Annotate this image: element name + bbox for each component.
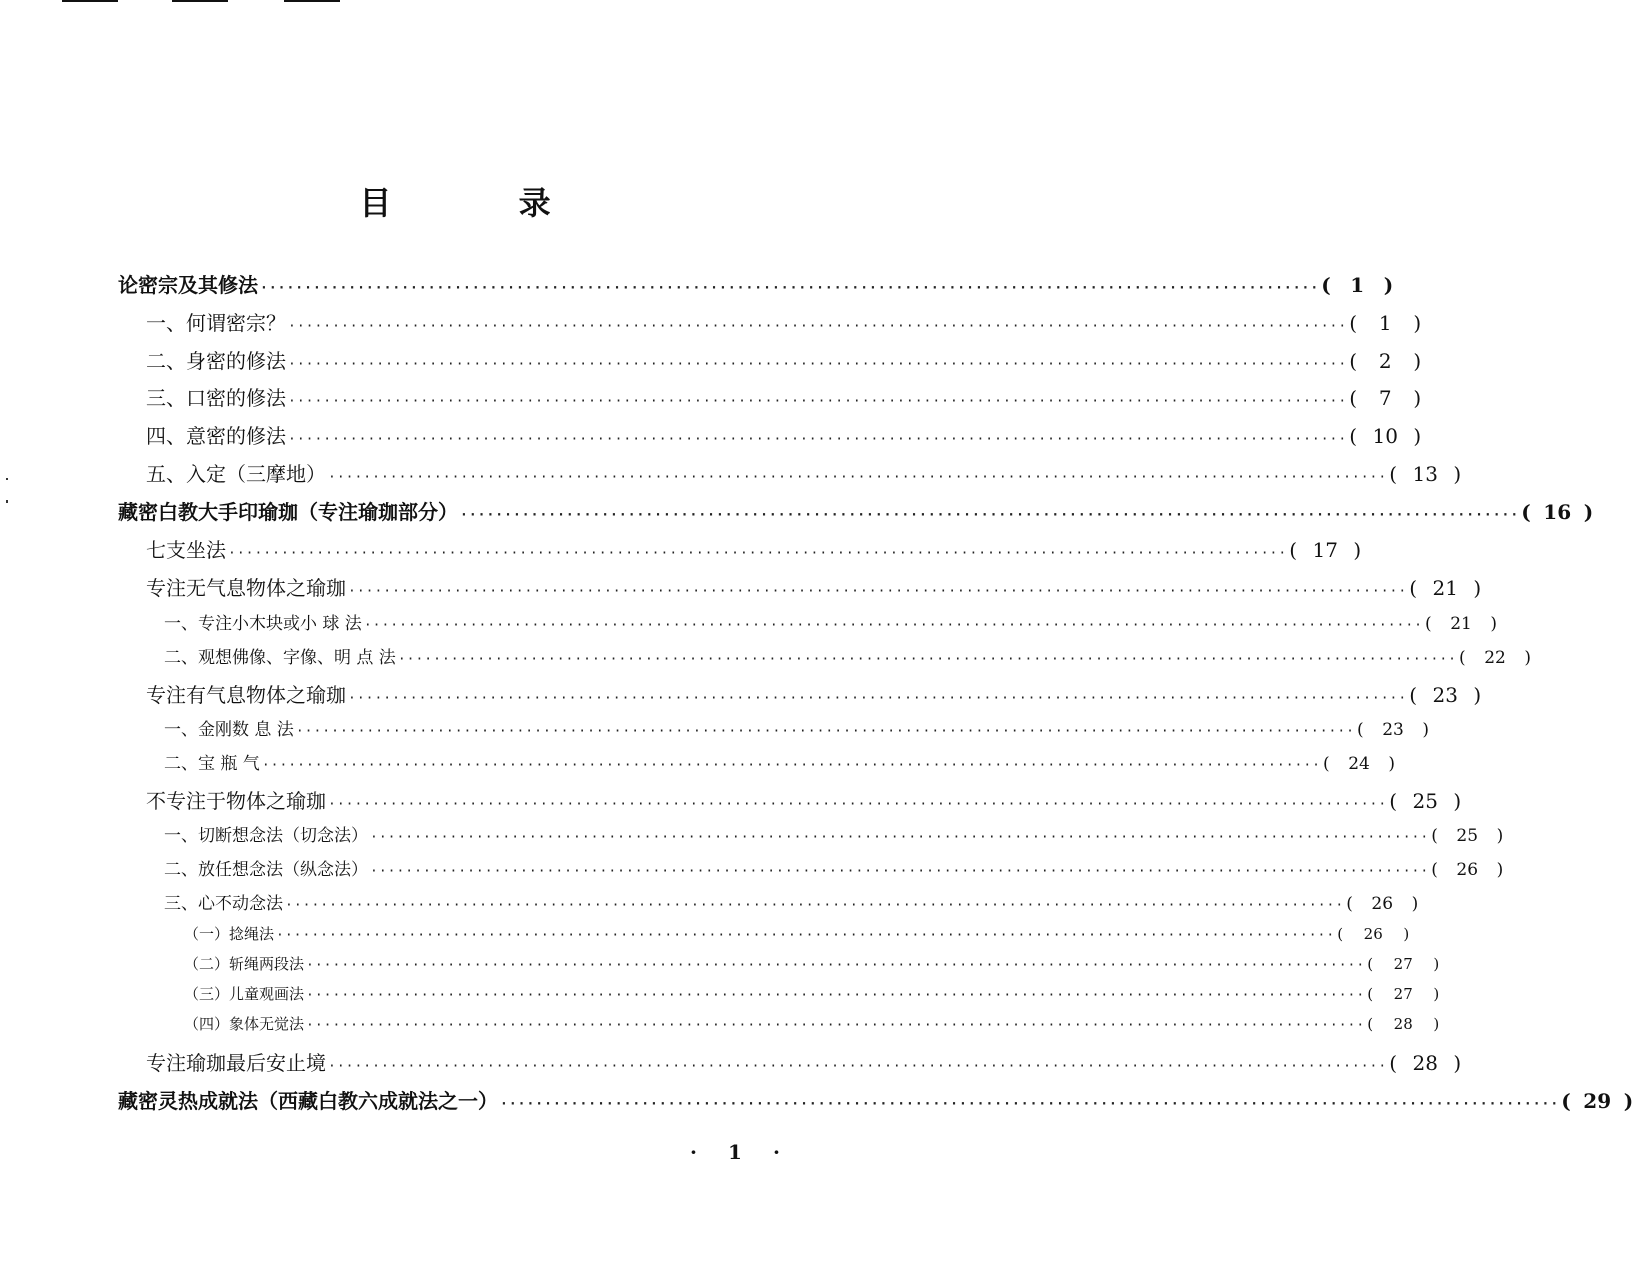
toc-page-ref	[1349, 349, 1421, 373]
toc-entry[interactable]	[146, 1047, 1462, 1076]
open-paren: (	[1321, 273, 1331, 297]
top-rule	[172, 0, 228, 2]
close-paren: )	[1453, 789, 1462, 813]
close-paren: )	[1403, 925, 1410, 943]
toc-entry-label: 一、专注小木块或小 球 法	[164, 614, 362, 634]
toc-leader-dots: ························································································································	[285, 898, 1345, 913]
toc-leader-dots: ························································································································	[228, 546, 1288, 561]
toc-entry[interactable]	[118, 269, 1394, 298]
toc-leader-dots: ························································································································	[500, 1097, 1560, 1112]
toc-entry-label: 二、身密的修法	[146, 349, 286, 373]
toc-entry-label: 专注无气息物体之瑜珈	[146, 576, 346, 600]
toc-leader-dots: ························································································································	[363, 618, 1424, 633]
toc-leader-dots: ························································································································	[288, 319, 1348, 334]
toc-entry-label: 三、口密的修法	[146, 386, 286, 410]
toc-page-number: 24	[1348, 754, 1370, 774]
close-paren: )	[1433, 985, 1440, 1003]
toc-page-ref	[1367, 1015, 1439, 1033]
toc-entry-label: 论密宗及其修法	[118, 273, 258, 297]
toc-entry[interactable]	[146, 307, 1422, 336]
toc-entry-label: 四、意密的修法	[146, 424, 286, 448]
toc-entry[interactable]	[164, 821, 1504, 846]
close-paren: )	[1422, 720, 1430, 740]
open-paren: (	[1349, 311, 1358, 335]
footer-page-number: 1	[728, 1140, 742, 1164]
open-paren: (	[1367, 1015, 1374, 1033]
toc-leader-dots: ························································································································	[370, 864, 1430, 879]
toc-entry[interactable]	[146, 785, 1462, 814]
open-paren: (	[1389, 1051, 1398, 1075]
toc-page-ref	[1521, 500, 1593, 524]
open-paren: (	[1367, 985, 1374, 1003]
toc-page-ref	[1321, 273, 1393, 297]
toc-page-ref	[1409, 683, 1481, 707]
toc-entry[interactable]	[164, 855, 1504, 880]
toc-leader-dots: ························································································································	[328, 470, 1388, 485]
toc-page-ref	[1367, 955, 1439, 973]
toc-entry[interactable]	[146, 345, 1422, 374]
toc-page-number: 2	[1378, 349, 1392, 373]
toc-entry-label: 藏密灵热成就法（西藏白教六成就法之一）	[118, 1089, 498, 1113]
toc-entry[interactable]	[118, 1085, 1633, 1114]
toc-leader-dots: ························································································································	[261, 758, 1322, 773]
open-paren: (	[1323, 754, 1330, 774]
open-paren: (	[1349, 386, 1358, 410]
open-paren: (	[1337, 925, 1344, 943]
toc-entry-label: 专注瑜珈最后安止境	[146, 1051, 326, 1075]
close-paren: )	[1388, 754, 1396, 774]
top-rule	[62, 0, 118, 2]
toc-entry[interactable]	[146, 679, 1482, 708]
toc-leader-dots: ························································································································	[288, 432, 1348, 447]
open-paren: (	[1389, 789, 1398, 813]
toc-entry-label: （四）象体无觉法	[184, 1015, 305, 1033]
toc-leader-dots: ························································································································	[295, 724, 1356, 739]
toc-page-number: 23	[1382, 720, 1404, 740]
toc-page-ref	[1337, 925, 1409, 943]
toc-page-number: 21	[1450, 614, 1472, 634]
toc-page-ref	[1431, 826, 1503, 846]
close-paren: )	[1433, 1015, 1440, 1033]
open-paren: (	[1349, 349, 1358, 373]
toc-entry[interactable]	[146, 458, 1462, 487]
toc-page-number: 26	[1363, 925, 1383, 943]
open-paren: (	[1289, 538, 1298, 562]
toc-page-number: 16	[1543, 500, 1572, 524]
toc-page-number: 26	[1456, 860, 1479, 880]
close-paren: )	[1496, 860, 1504, 880]
close-paren: )	[1524, 648, 1532, 668]
toc-leader-dots: ························································································································	[397, 652, 1458, 667]
toc-page-ref	[1389, 462, 1461, 486]
toc-page-ref	[1349, 424, 1421, 448]
open-paren: (	[1561, 1089, 1571, 1113]
close-paren: )	[1413, 311, 1422, 335]
close-paren: )	[1453, 462, 1462, 486]
toc-entry-label: 七支坐法	[146, 538, 226, 562]
footer-dot: ·	[773, 1140, 780, 1164]
toc-leader-dots: ························································································································	[260, 281, 1320, 296]
toc-entry[interactable]	[164, 643, 1532, 668]
toc-entry-label: 藏密白教大手印瑜珈（专注瑜珈部分）	[118, 500, 458, 524]
close-paren: )	[1413, 386, 1422, 410]
open-paren: (	[1357, 720, 1364, 740]
open-paren: (	[1425, 614, 1432, 634]
open-paren: (	[1409, 683, 1418, 707]
toc-entry-label: 二、放任想念法（纵念法）	[164, 860, 368, 880]
toc-page-ref	[1323, 754, 1395, 774]
toc-entry-label: 一、切断想念法（切念法）	[164, 826, 368, 846]
toc-page-number: 25	[1412, 789, 1438, 813]
toc-page-number: 1	[1378, 311, 1392, 335]
toc-page-ref	[1425, 614, 1497, 634]
toc-entry[interactable]	[118, 496, 1594, 525]
toc-page-ref	[1349, 311, 1421, 335]
open-paren: (	[1367, 955, 1374, 973]
toc-page-ref	[1409, 576, 1481, 600]
toc-entry-label: 三、心不动念法	[164, 894, 283, 914]
open-paren: (	[1349, 424, 1358, 448]
toc-entry-label: 不专注于物体之瑜珈	[146, 789, 326, 813]
toc-page-ref	[1389, 1051, 1461, 1075]
toc-entry[interactable]	[184, 953, 1440, 974]
toc-entry-label: 五、入定（三摩地）	[146, 462, 326, 486]
toc-page-ref	[1289, 538, 1361, 562]
toc-entry[interactable]	[184, 983, 1440, 1004]
toc-page-ref	[1367, 985, 1439, 1003]
close-paren: )	[1413, 424, 1422, 448]
scan-speck	[6, 478, 8, 480]
close-paren: )	[1496, 826, 1504, 846]
toc-page-number: 7	[1378, 386, 1392, 410]
toc-leader-dots: ························································································································	[348, 584, 1408, 599]
toc-entry[interactable]	[164, 609, 1498, 634]
toc-page-number: 23	[1432, 683, 1458, 707]
open-paren: (	[1346, 894, 1353, 914]
toc-entry[interactable]	[164, 889, 1419, 914]
close-paren: )	[1490, 614, 1498, 634]
toc-page-ref	[1346, 894, 1418, 914]
toc-entry-label: 一、金刚数 息 法	[164, 720, 294, 740]
toc-leader-dots: ························································································································	[328, 1059, 1388, 1074]
toc-leader-dots: ························································································································	[328, 797, 1388, 812]
toc-leader-dots: ························································································································	[288, 394, 1348, 409]
close-paren: )	[1473, 576, 1482, 600]
footer-dot: ·	[690, 1140, 697, 1164]
close-paren: )	[1411, 894, 1419, 914]
toc-leader-dots: ························································································································	[288, 357, 1348, 372]
open-paren: (	[1431, 860, 1438, 880]
top-rule	[284, 0, 340, 2]
toc-page-number: 27	[1393, 985, 1413, 1003]
toc-entry[interactable]	[146, 534, 1362, 563]
toc-page-number: 13	[1412, 462, 1438, 486]
open-paren: (	[1431, 826, 1438, 846]
toc-page-number: 21	[1432, 576, 1458, 600]
toc-entry[interactable]	[146, 382, 1422, 411]
open-paren: (	[1459, 648, 1466, 668]
toc-entry-label: 二、宝 瓶 气	[164, 754, 260, 774]
toc-entry[interactable]	[184, 923, 1410, 944]
page-title: 目 录	[359, 184, 609, 222]
close-paren: )	[1433, 955, 1440, 973]
toc-leader-dots: ························································································································	[306, 1018, 1366, 1033]
toc-page-ref	[1431, 860, 1503, 880]
toc-page-number: 28	[1393, 1015, 1413, 1033]
close-paren: )	[1383, 273, 1394, 297]
toc-entry[interactable]	[164, 749, 1396, 774]
toc-leader-dots: ························································································································	[348, 691, 1408, 706]
toc-leader-dots: ························································································································	[306, 988, 1366, 1003]
toc-page-ref	[1357, 720, 1429, 740]
close-paren: )	[1453, 1051, 1462, 1075]
toc-page-number: 26	[1371, 894, 1394, 914]
toc-page-ref	[1561, 1089, 1633, 1113]
toc-entry-label: 一、何谓密宗？	[146, 311, 286, 335]
toc-page-number: 27	[1393, 955, 1413, 973]
toc-leader-dots: ························································································································	[306, 958, 1366, 973]
close-paren: )	[1583, 500, 1594, 524]
toc-entry[interactable]	[146, 420, 1422, 449]
toc-leader-dots: ························································································································	[370, 830, 1430, 845]
scan-speck	[6, 500, 8, 503]
toc-page-number: 22	[1484, 648, 1506, 668]
toc-page-number: 17	[1312, 538, 1338, 562]
toc-entry-label: （二）斩绳两段法	[184, 955, 305, 973]
close-paren: )	[1413, 349, 1422, 373]
toc-page-ref	[1349, 386, 1421, 410]
toc-entry-label: 专注有气息物体之瑜珈	[146, 683, 346, 707]
toc-page-number: 1	[1350, 273, 1365, 297]
toc-page-number: 28	[1412, 1051, 1438, 1075]
close-paren: )	[1353, 538, 1362, 562]
page-footer	[690, 1140, 780, 1164]
open-paren: (	[1409, 576, 1418, 600]
toc-entry-label: （三）儿童观画法	[184, 985, 305, 1003]
toc-entry-label: 二、观想佛像、字像、明 点 法	[164, 648, 396, 668]
toc-page-number: 10	[1372, 424, 1398, 448]
toc-entry[interactable]	[164, 715, 1430, 740]
toc-entry-label: （一）捻绳法	[184, 925, 275, 943]
open-paren: (	[1521, 500, 1531, 524]
open-paren: (	[1389, 462, 1398, 486]
close-paren: )	[1623, 1089, 1633, 1113]
toc-page-number: 25	[1456, 826, 1479, 846]
toc-page-ref	[1389, 789, 1461, 813]
toc-page-ref	[1459, 648, 1531, 668]
toc-entry[interactable]	[146, 572, 1482, 601]
toc-page-number: 29	[1583, 1089, 1612, 1113]
close-paren: )	[1473, 683, 1482, 707]
toc-leader-dots: ························································································································	[276, 928, 1336, 943]
toc-entry[interactable]	[184, 1013, 1440, 1034]
toc-leader-dots: ························································································································	[460, 508, 1520, 523]
